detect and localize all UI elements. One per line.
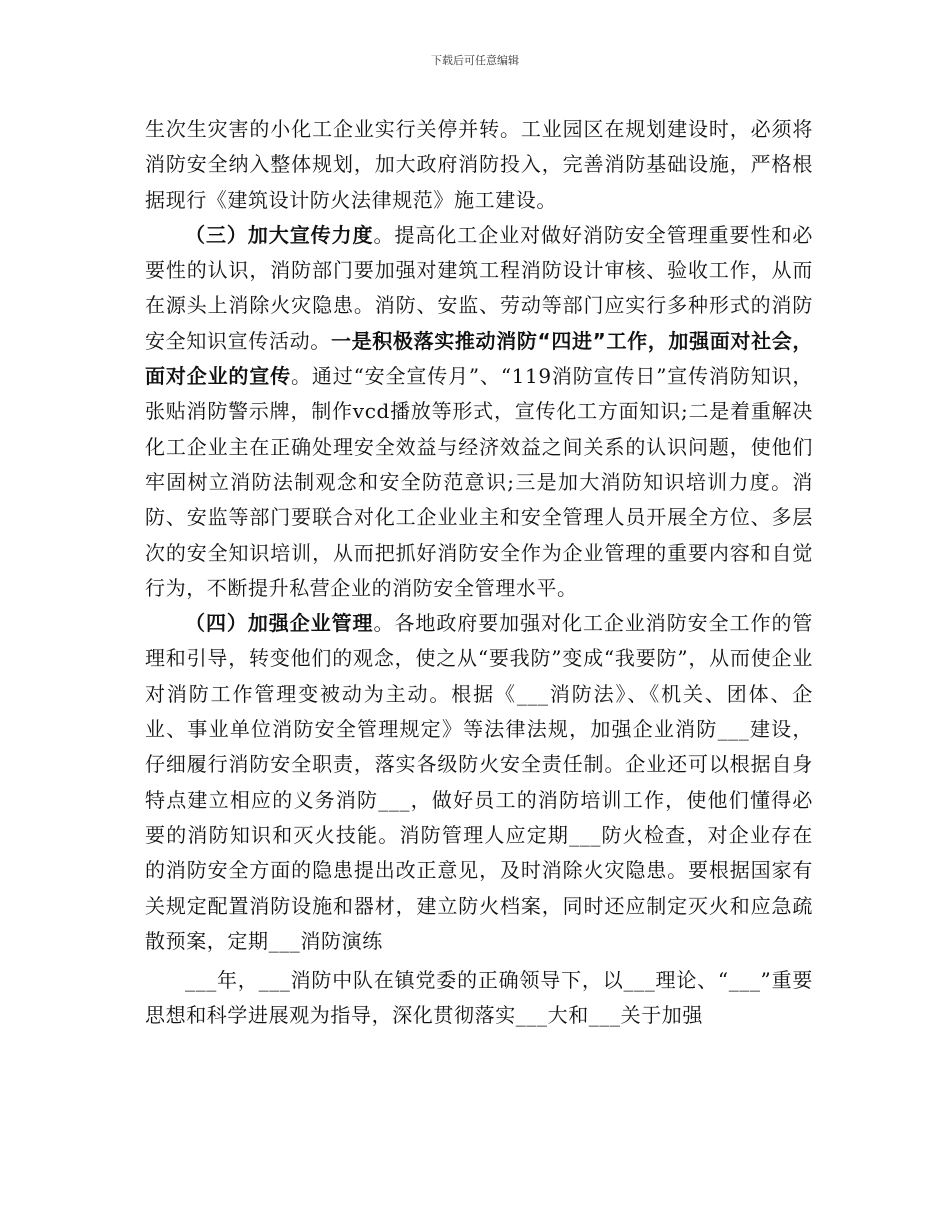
page-header: 下载后可任意编辑 xyxy=(431,54,519,67)
paragraph-2-text-b: 。通过“安全宣传月”、“119消防宣传日”宣传消防知识，张贴消防警示牌，制作vcd播放等形式，宣传化工方面知识;二是着重解决化工企业主在正确处理安全效益与经济效益之间关系的认识问题，使他们牢固树立消防法制观念和安全防范意识;三是加大消防知识培训力度。消防、安监等部门要联合对化工企业业主和安全管理人员开展全方位、多层次的安全知识培训，从而把抓好消防安全作为企业管理的重要内容和自觉行为，不断提升私营企业的消防安全管理水平。 xyxy=(145,364,814,600)
document-body xyxy=(145,112,813,1034)
paragraph-2-text-a: 。提高化工企业对做好消防安全管理重要性和必要性的认识，消防部门要加强对建筑工程消防设计审核、验收工作，从而在源头上消除火灾隐患。消防、安监、劳动等部门应实行多种形式的消防安全知识宣传活动。 xyxy=(145,222,813,353)
paragraph-2-emphasis: 一是积极落实推动消防“四进”工作，加强面对社会，面对企业的宣传 xyxy=(145,328,813,389)
paragraph-1: 生次生灾害的小化工企业实行关停并转。工业园区在规划建设时，必须将消防安全纳入整体规划，加大政府消防投入，完善消防基础设施，严格根据现行《建筑设计防火法律规范》施工建设。 xyxy=(145,117,813,212)
paragraph-4: ___年，___消防中队在镇党委的正确领导下，以___理论、“___”重要思想和科学进展观为指导，深化贯彻落实___大和___关于加强 xyxy=(145,968,813,1028)
paragraph-2 xyxy=(145,218,813,606)
section-heading-3: （三）加大宣传力度 xyxy=(185,222,374,247)
paragraph-3 xyxy=(145,606,813,959)
section-heading-4: （四）加强企业管理 xyxy=(185,611,374,636)
paragraph-3-text: 。各地政府要加强对化工企业消防安全工作的管理和引导，转变他们的观念，使之从“要我防”变成“我要防”，从而使企业对消防工作管理变被动为主动。根据《___消防法》、《机关、团体、企业、事业单位消防安全管理规定》等法律法规，加强企业消防___建设，仔细履行消防安全职责，落实各级防火安全责任制。企业还可以根据自身特点建立相应的义务消防___，做好员工的消防培训工作，使他们懂得必要的消防知识和灭火技能。消防管理人应定期___防火检查，对企业存在的消防安全方面的隐患提出改正意见，及时消除火灾隐患。要根据国家有关规定配置消防设施和器材，建立防火档案，同时还应制定灭火和应急疏散预案，定期___消防演练 xyxy=(145,611,813,953)
